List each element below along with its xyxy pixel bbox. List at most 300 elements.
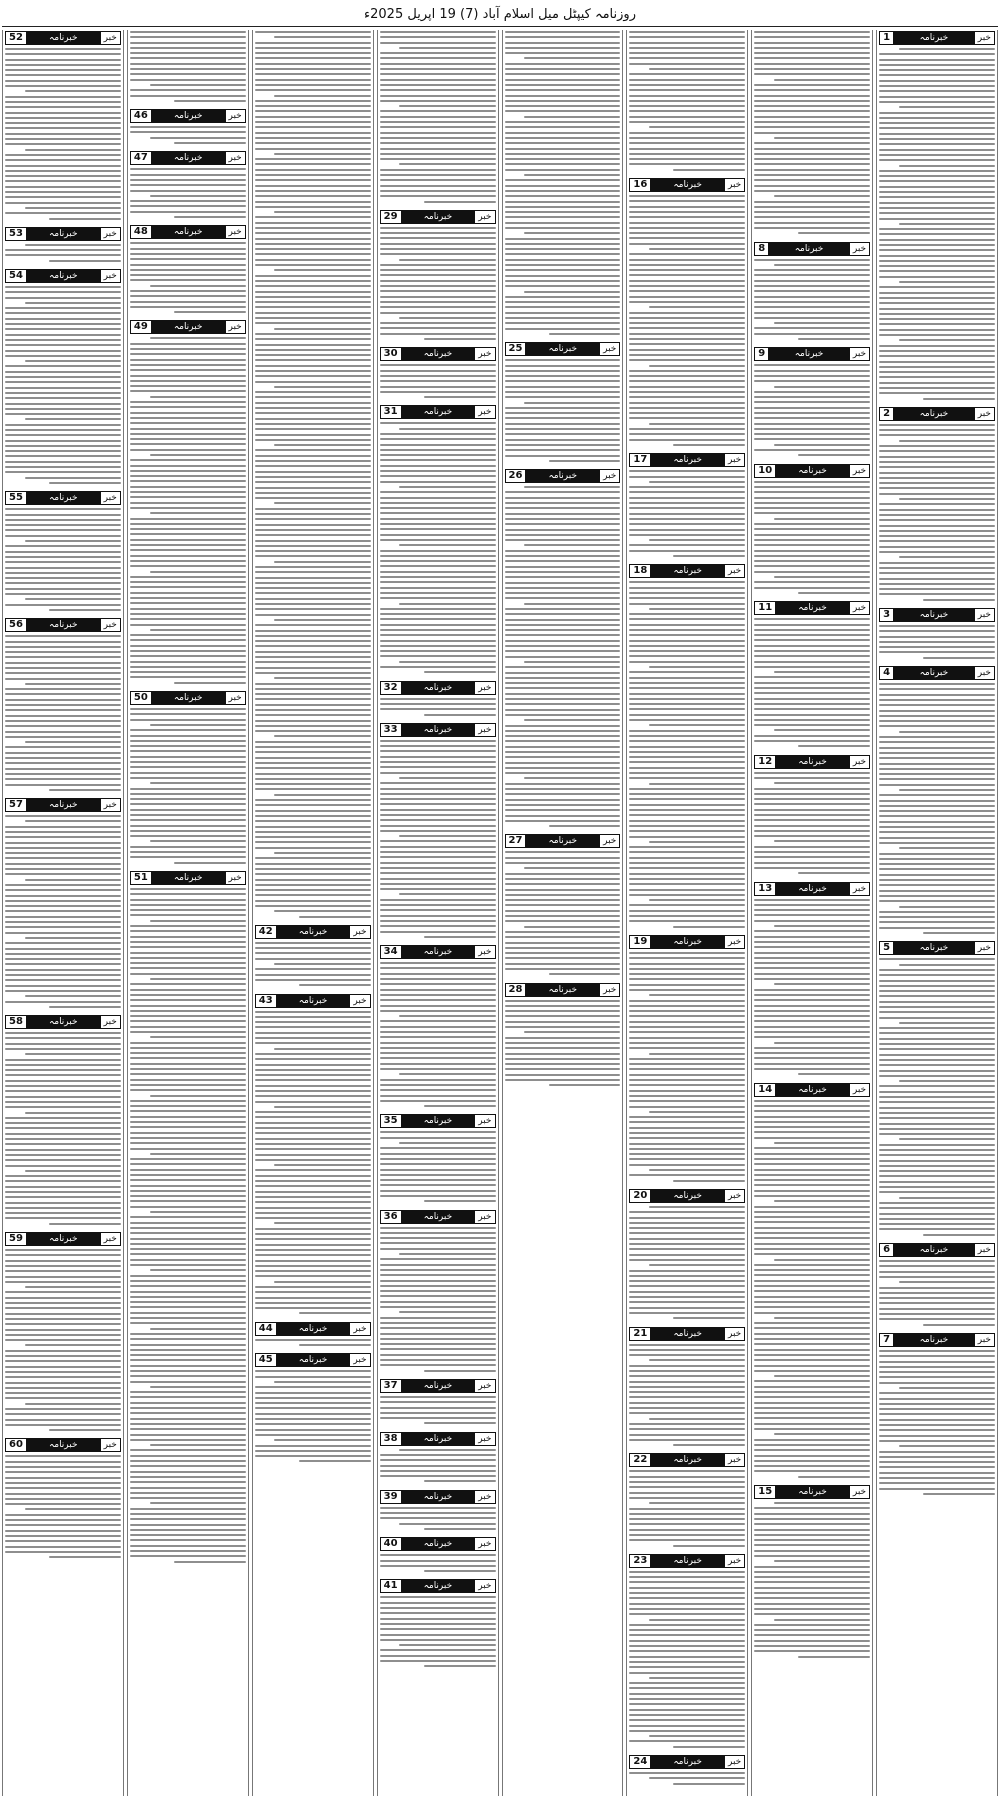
text-line [5,112,121,114]
text-line [255,1148,371,1150]
text-line [524,544,620,546]
text-line [380,42,496,44]
text-line [380,830,496,832]
section-label: خبرنامہ [651,1554,724,1568]
text-line [879,122,995,124]
section-label: خبرنامہ [651,1755,724,1769]
text-line [5,932,121,934]
text-line [879,630,995,632]
text-line [255,709,371,711]
text-line [255,1207,371,1209]
text-line [879,1218,995,1220]
text-line [380,1359,496,1361]
news-item [754,463,870,599]
text-line [754,423,870,425]
text-line [5,1154,121,1156]
text-line [255,577,371,579]
text-line [629,518,745,520]
text-line [255,126,371,128]
text-line [629,1275,745,1277]
text-line [255,291,371,293]
text-line [255,630,371,632]
text-line [255,354,371,356]
section-label: خبرنامہ [776,1485,849,1499]
text-line [380,1301,496,1303]
text-line [879,244,995,246]
text-line [798,454,870,456]
text-line [380,1407,496,1409]
text-line [754,772,870,774]
text-line [505,862,621,864]
text-line [899,1281,995,1283]
text-line [380,132,496,134]
text-line [255,847,371,849]
text-line [629,1386,745,1388]
news-item-header [629,1453,745,1467]
section-label: خبرنامہ [152,691,225,705]
news-item-number: 50 [130,691,152,705]
text-line [255,338,371,340]
text-line [879,1070,995,1072]
text-line [5,1419,121,1421]
text-line [754,380,870,382]
text-line [130,518,246,520]
text-line [629,846,745,848]
text-line [629,237,745,239]
text-line [879,800,995,802]
text-line [255,1127,371,1129]
text-line [380,1306,496,1308]
news-item-number: 19 [629,935,651,949]
text-line [754,1010,870,1012]
text-line [629,820,745,822]
section-label: خبرنامہ [152,151,225,165]
text-line [629,714,745,716]
section-label: خبرنامہ [526,469,599,483]
text-line [130,1428,246,1430]
text-line [5,1360,121,1362]
news-item-mark: خبر [474,1379,495,1393]
text-line [754,1264,870,1266]
section-label: خبرنامہ [27,491,100,505]
news-item-text [754,898,870,1080]
text-line [505,386,621,388]
news-item-number: 18 [629,564,651,578]
text-line [629,587,745,589]
news-item-mark: خبر [349,1353,370,1367]
news-item-mark: خبر [100,269,121,283]
text-line [629,79,745,81]
text-line [629,1164,745,1166]
text-line [629,904,745,906]
text-line [5,1530,121,1532]
text-line [879,1429,995,1431]
text-line [754,190,870,192]
text-line [629,1158,745,1160]
text-line [5,1159,121,1161]
news-item-mark: خبر [724,564,745,578]
text-line [380,825,496,827]
text-line [879,228,995,230]
text-line [5,524,121,526]
text-line [130,745,246,747]
news-item [505,982,621,1091]
text-line [629,195,745,197]
text-line [380,761,496,763]
text-line [5,1408,121,1410]
text-line [130,1116,246,1118]
text-line [754,179,870,181]
text-line [505,497,621,499]
text-line [879,530,995,532]
news-item [505,833,621,979]
text-line [629,1301,745,1303]
text-line [174,142,246,144]
text-line [380,1417,496,1419]
text-line [424,936,496,938]
text-line [629,116,745,118]
news-item-header [380,1210,496,1224]
text-line [879,180,995,182]
text-line [130,57,246,59]
text-line [754,1221,870,1223]
text-line [629,1539,745,1541]
text-line [629,491,745,493]
text-line [629,1672,745,1674]
text-line [399,428,495,430]
text-line [899,165,995,167]
news-item [255,993,371,1319]
news-item-header [130,691,246,705]
text-line [879,302,995,304]
text-line [380,814,496,816]
text-line [130,417,246,419]
text-line [150,1386,246,1388]
text-line [5,1037,121,1039]
news-item [130,690,246,868]
section-label: خبرنامہ [277,925,350,939]
text-line [754,174,870,176]
text-line [255,1254,371,1256]
news-item-text [380,739,496,942]
news-item-number: 12 [754,755,776,769]
text-line [629,1682,745,1684]
news-item-text [130,167,246,222]
text-line [380,100,496,102]
text-line [754,952,870,954]
text-line [629,597,745,599]
text-line [879,884,995,886]
text-line [380,126,496,128]
text-line [130,1121,246,1123]
text-line [380,1084,496,1086]
text-line [380,645,496,647]
text-line [5,1334,121,1336]
text-line [754,550,870,552]
text-line [754,1137,870,1139]
text-line [549,460,621,462]
news-item-number: 49 [130,320,152,334]
text-line [380,1596,496,1598]
text-line [380,1507,496,1509]
text-line [629,100,745,102]
text-line [130,36,246,38]
text-line [5,1297,121,1299]
text-line [5,704,121,706]
text-line [380,883,496,885]
text-line [380,52,496,54]
text-line [505,36,621,38]
text-line [629,211,745,213]
text-line [754,1603,870,1605]
text-line [255,169,371,171]
text-line [130,1359,246,1361]
text-line [380,285,496,287]
text-line [524,402,620,404]
text-line [923,599,995,601]
text-line [879,1001,995,1003]
text-line [274,36,370,38]
text-line [130,528,246,530]
text-line [879,90,995,92]
section-label: خبرنامہ [402,1537,475,1551]
news-item-number: 8 [754,242,769,256]
text-line [255,359,371,361]
news-item-mark: خبر [225,691,246,705]
news-item [629,1553,745,1752]
text-line [380,915,496,917]
text-line [5,842,121,844]
text-line [754,301,870,303]
news-item-header [879,407,995,421]
text-line [5,371,121,373]
text-line [274,386,370,388]
text-line [505,883,621,885]
news-item-number: 25 [505,342,527,356]
news-item-mark: خبر [724,1554,745,1568]
text-line [255,1101,371,1103]
text-line [754,158,870,160]
text-line [380,380,496,382]
news-item [255,30,371,922]
text-line [505,804,621,806]
text-line [130,750,246,752]
text-line [380,920,496,922]
text-line [255,1445,371,1447]
news-item-text [629,1205,745,1324]
text-line [380,1052,496,1054]
text-line [380,1169,496,1171]
text-line [255,148,371,150]
text-line [879,1477,995,1479]
text-line [5,1524,121,1526]
text-line [754,862,870,864]
text-line [629,957,745,959]
text-line [754,724,870,726]
text-line [255,47,371,49]
text-line [380,274,496,276]
text-line [255,396,371,398]
text-line [5,365,121,367]
text-line [380,1554,496,1556]
text-line [629,1058,745,1060]
text-line [754,428,870,430]
text-line [879,297,995,299]
news-item-number: 21 [629,1327,651,1341]
news-item-header [629,564,745,578]
news-item-header [380,723,496,737]
text-line [130,1301,246,1303]
text-line [255,1275,371,1277]
text-line [879,366,995,368]
text-line [5,857,121,859]
text-line [505,756,621,758]
news-item-header [380,1379,496,1393]
text-line [649,1735,745,1737]
text-line [255,815,371,817]
text-line [49,609,121,611]
text-line [5,1329,121,1331]
text-line [274,1281,370,1283]
text-line [380,280,496,282]
text-line [505,772,621,774]
text-line [629,290,745,292]
text-line [5,635,121,637]
text-line [879,1038,995,1040]
news-item-mark: خبر [225,871,246,885]
text-line [130,295,246,297]
news-item-text [255,941,371,991]
text-line [629,264,745,266]
text-line [274,328,370,330]
text-line [505,952,621,954]
text-line [774,671,870,673]
text-line [5,815,121,817]
news-item [879,940,995,1240]
news-item-text [629,194,745,450]
news-item-text [380,1395,496,1429]
text-line [130,269,246,271]
news-item [130,30,246,106]
text-line [5,1355,121,1357]
text-line [255,1407,371,1409]
text-line [380,1195,496,1197]
text-line [380,1137,496,1139]
text-line [130,740,246,742]
text-line [130,602,246,604]
text-line [255,190,371,192]
text-line [505,195,621,197]
text-line [5,101,121,103]
text-line [380,1607,496,1609]
text-line [255,57,371,59]
text-line [130,565,246,567]
text-line [255,1085,371,1087]
text-line [754,1131,870,1133]
text-line [629,1412,745,1414]
text-line [380,1517,496,1519]
text-line [879,1302,995,1304]
text-line [798,1073,870,1075]
text-line [629,317,745,319]
text-line [380,856,496,858]
news-item [5,617,121,795]
news-item-number: 5 [879,941,894,955]
text-line [380,1628,496,1630]
text-line [5,535,121,537]
news-item [5,226,121,266]
text-line [130,95,246,97]
text-line [629,1349,745,1351]
text-line [5,85,121,87]
text-line [754,95,870,97]
text-line [754,491,870,493]
text-line [255,89,371,91]
text-line [649,68,745,70]
text-line [5,577,121,579]
text-line [380,179,496,181]
text-line [5,873,121,875]
text-line [255,381,371,383]
text-line [130,359,246,361]
text-line [380,587,496,589]
text-line [629,89,745,91]
text-line [879,1085,995,1087]
news-item-header [629,1189,745,1203]
news-item [380,722,496,942]
text-line [505,243,621,245]
text-line [629,1010,745,1012]
news-item-header [505,983,621,997]
text-line [629,661,745,663]
text-line [629,1254,745,1256]
text-line [629,645,745,647]
text-line [150,454,246,456]
text-line [130,264,246,266]
text-line [879,980,995,982]
news-item [629,1754,745,1789]
text-line [130,1068,246,1070]
text-line [130,1227,246,1229]
text-line [5,1090,121,1092]
text-line [629,1047,745,1049]
news-item-header [629,453,745,467]
text-line [629,1476,745,1478]
text-line [629,910,745,912]
text-line [380,1639,496,1641]
text-line [130,1163,246,1165]
section-label: خبرنامہ [894,1333,974,1347]
text-line [754,867,870,869]
news-item [380,404,496,677]
text-line [524,719,620,721]
text-line [130,1047,246,1049]
text-line [150,920,246,922]
text-line [5,884,121,886]
text-line [5,53,121,55]
text-line [629,47,745,49]
text-line [629,1634,745,1636]
text-line [505,809,621,811]
text-line [5,1318,121,1320]
text-line [774,195,870,197]
text-line [255,1143,371,1145]
text-line [255,1212,371,1214]
text-line [130,401,246,403]
text-line [255,1397,371,1399]
text-line [380,888,496,890]
news-item-number: 41 [380,1579,402,1593]
